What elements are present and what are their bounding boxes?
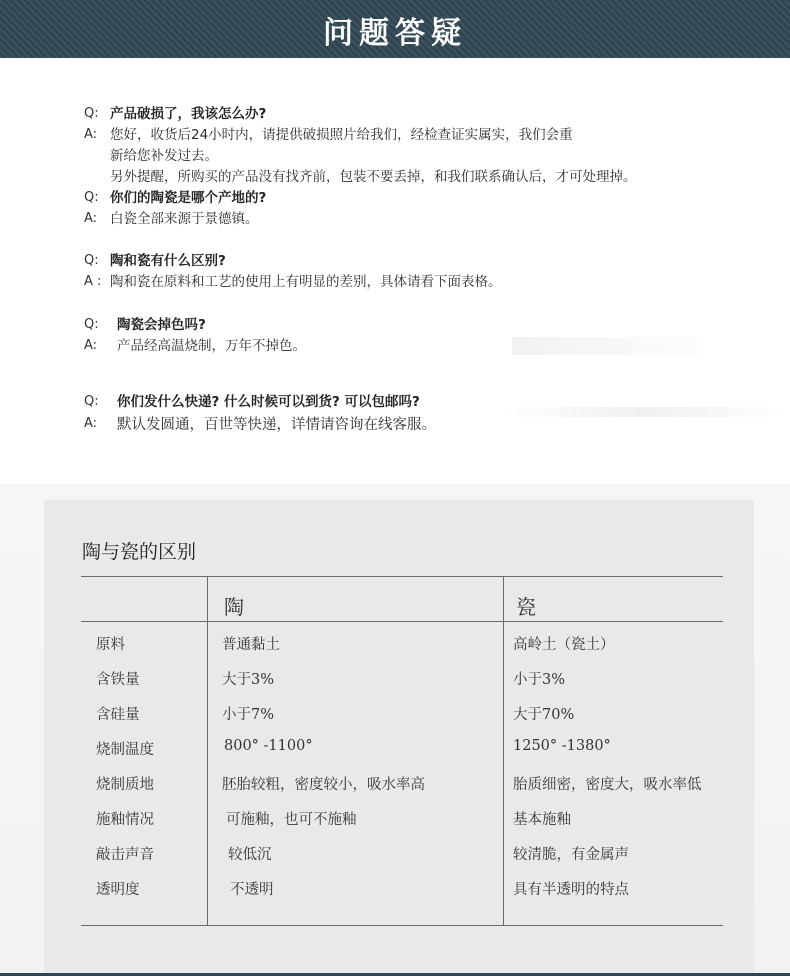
q-label: Q: — [84, 253, 99, 268]
faq-answer-line: 陶和瓷在原料和工艺的使用上有明显的差别，具体请看下面表格。 — [110, 274, 502, 290]
tao-value: 800° -1100° — [224, 738, 313, 754]
a-label: A: — [84, 416, 98, 431]
faq-question-damage: 产品破损了，我该怎么办? — [110, 106, 267, 122]
tao-value: 胚胎较粗，密度较小，吸水率高 — [222, 777, 425, 793]
ci-value: 高岭土（瓷土） — [513, 637, 615, 653]
tao-value: 可施釉，也可不施釉 — [226, 812, 357, 828]
a-label: A: — [84, 127, 98, 142]
ci-value: 小于3% — [513, 672, 566, 688]
faq-answer-line: 您好，收货后24小时内，请提供破损照片给我们，经检查证实属实，我们会重 — [110, 127, 573, 143]
ci-value: 较清脆，有金属声 — [513, 847, 629, 863]
row-label: 透明度 — [96, 882, 140, 898]
a-label: A: — [84, 211, 98, 226]
ci-value: 大于70% — [513, 707, 575, 723]
faded-strip — [500, 407, 790, 417]
table-column-divider — [207, 576, 208, 925]
row-label: 原料 — [96, 637, 125, 653]
table-top-rule — [81, 576, 723, 577]
faq-answer-line: 另外提醒，所购买的产品没有找齐前，包装不要丢掉，和我们联系确认后，才可处理掉。 — [110, 169, 637, 185]
q-label: Q: — [84, 106, 99, 121]
faq-question-origin: 你们的陶瓷是哪个产地的? — [110, 190, 267, 206]
faq-question-difference: 陶和瓷有什么区别? — [110, 253, 226, 269]
row-label: 烧制温度 — [96, 742, 154, 758]
faq-answer-line: 白瓷全部来源于景德镇。 — [110, 211, 259, 227]
faq-question-fading: 陶瓷会掉色吗? — [117, 317, 206, 333]
q-label: Q: — [84, 317, 99, 332]
row-label: 施釉情况 — [96, 812, 154, 828]
faq-answer-line: 默认发圆通，百世等快递，详情请咨询在线客服。 — [117, 417, 436, 433]
faq-answer-line: 新给您补发过去。 — [110, 148, 218, 164]
q-label: Q: — [84, 190, 99, 205]
ci-value: 基本施釉 — [513, 812, 571, 828]
faq-section — [0, 0, 790, 480]
faq-question-delivery: 你们发什么快递? 什么时候可以到货? 可以包邮吗? — [117, 394, 420, 410]
table-column-divider — [503, 576, 504, 925]
table-header-rule — [81, 621, 723, 622]
row-label: 烧制质地 — [96, 777, 154, 793]
comparison-title: 陶与瓷的区别 — [82, 541, 197, 563]
q-label: Q: — [84, 394, 99, 409]
column-header-ci: 瓷 — [516, 595, 536, 619]
row-label: 含硅量 — [96, 707, 140, 723]
tao-value: 普通黏土 — [222, 637, 280, 653]
tao-value: 不透明 — [230, 882, 274, 898]
a-label: A: — [84, 338, 98, 353]
table-bottom-rule — [81, 925, 723, 926]
ci-value: 1250° -1380° — [513, 738, 611, 754]
tao-value: 较低沉 — [228, 847, 272, 863]
column-header-tao: 陶 — [224, 595, 244, 619]
ci-value: 具有半透明的特点 — [513, 882, 629, 898]
tao-value: 小于7% — [222, 707, 275, 723]
blurred-strip — [512, 337, 704, 355]
faq-answer-line: 产品经高温烧制，万年不掉色。 — [117, 338, 306, 354]
tao-value: 大于3% — [222, 672, 275, 688]
ci-value: 胎质细密，密度大，吸水率低 — [513, 777, 702, 793]
a-label: A : — [84, 274, 102, 289]
page-title: 问题答疑 — [323, 16, 467, 51]
row-label: 敲击声音 — [96, 847, 154, 863]
row-label: 含铁量 — [96, 672, 140, 688]
